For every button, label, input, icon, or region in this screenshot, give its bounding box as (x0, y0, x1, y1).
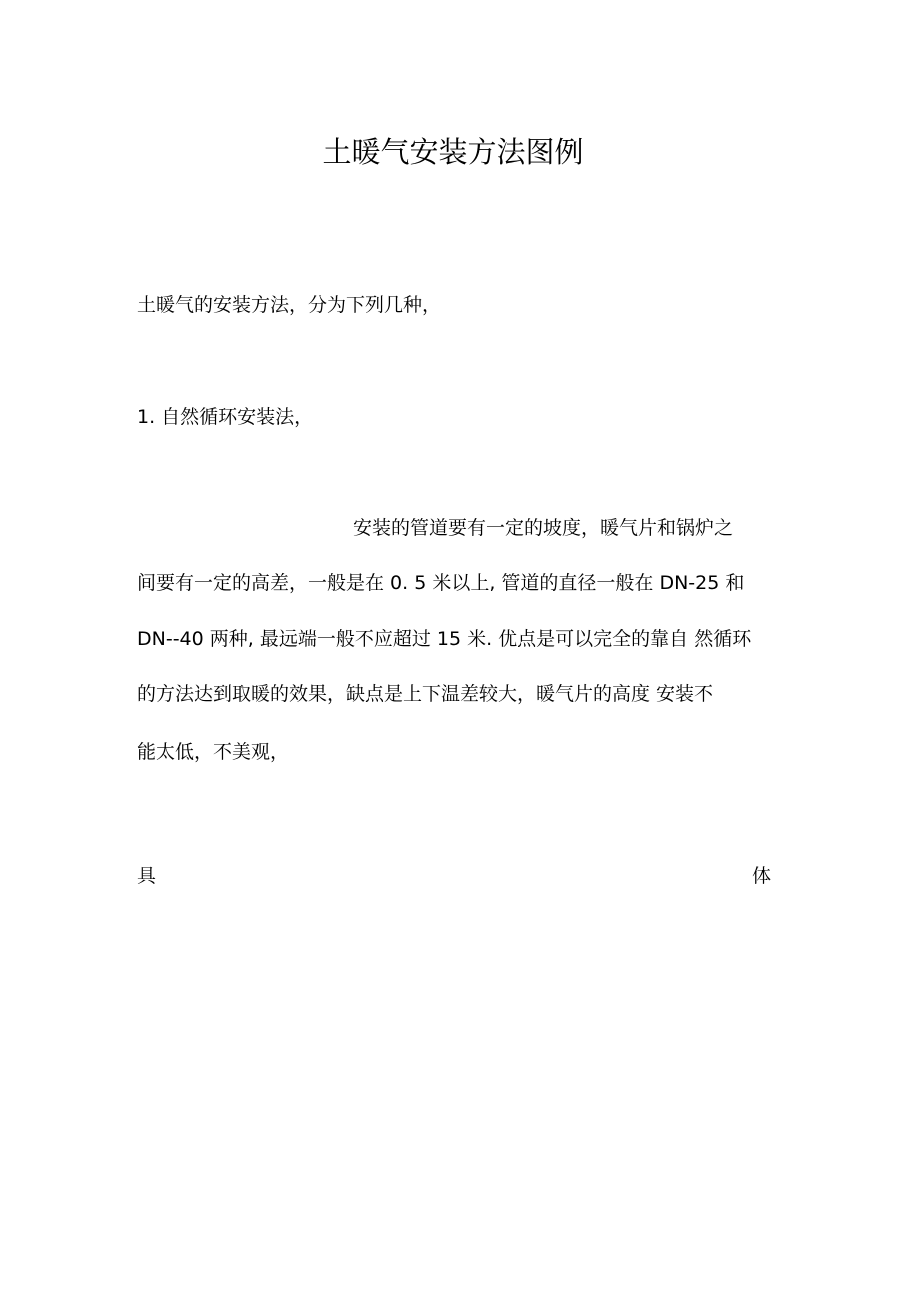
page-title: 土暖气安装方法图例 (322, 135, 584, 169)
body-line-3: DN--40 两种, 最远端一般不应超过 15 米. 优点是可以完全的靠自 然循环 (137, 628, 752, 650)
body-line-1: 安装的管道要有一定的坡度，暖气片和锅炉之 (353, 517, 734, 539)
justified-line-right: 体 (751, 865, 771, 887)
body-line-4: 的方法达到取暖的效果，缺点是上下温差较大，暖气片的高度 安装不 (137, 683, 714, 705)
justified-line (137, 862, 771, 890)
body-line-2: 间要有一定的高差，一般是在 0. 5 米以上, 管道的直径一般在 DN-25 和 (137, 572, 745, 594)
section-heading-1: 1. 自然循环安装法， (137, 406, 314, 428)
justified-line-left: 具 (137, 865, 157, 887)
body-line-5: 能太低，不美观， (137, 741, 290, 763)
intro-paragraph: 土暖气的安装方法，分为下列几种， (137, 294, 442, 316)
